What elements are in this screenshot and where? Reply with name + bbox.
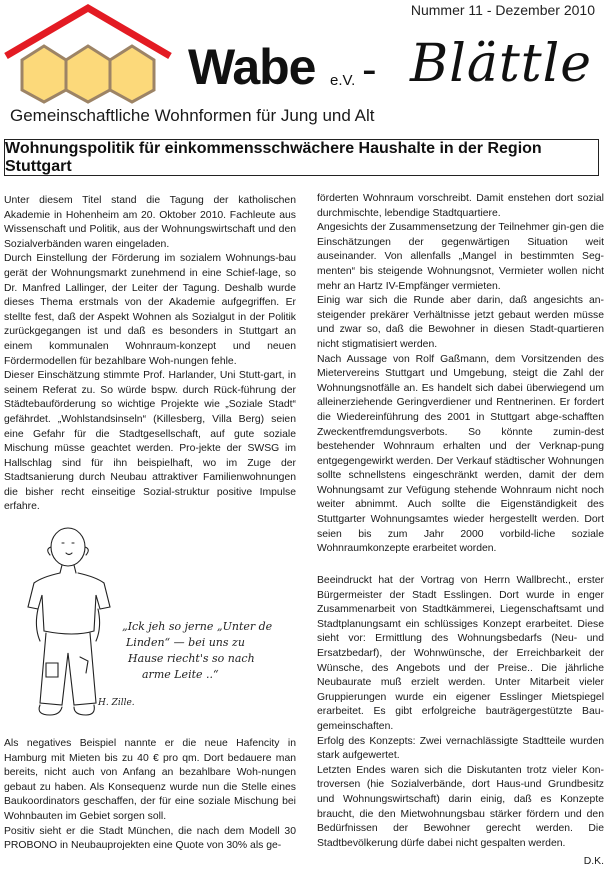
illustration-caption-line: arme Leite ..“ (142, 668, 219, 681)
column-right-bottom (317, 574, 604, 870)
illustration-signature: H. Zille. (98, 698, 135, 708)
boy-shirt (28, 573, 110, 634)
paragraph: Letzten Endes waren sich die Diskutanten trotz vieler Kon-troversen (hie Sozialverbände, dort Haus-und Grundbesitz und Wohnungswirtschaft) darin einig, daß es Konzepte braucht, die den Mietwohnungsbau stärker fördern und den Bedürfnissen der Bewohner gerecht werden. Die Stadtbevölkerung dürfe dabei nicht gespalten werden. (317, 764, 604, 849)
issue-number: Nummer 11 - Dezember 2010 (410, 2, 595, 18)
paragraph: Positiv sieht er die Stadt München, die nach dem Modell 30 PROBONO in Neubauprojekten eine Quote von 30% als ge- (4, 825, 296, 852)
illustration-caption-line: Linden“ — bei uns zu (126, 636, 245, 649)
brand-suffix: e.V. (330, 72, 356, 89)
honeycomb-cell (110, 46, 154, 102)
newsletter-title: Blättle (410, 34, 593, 94)
column-right-top (317, 192, 604, 557)
illustration-caption-line: Hause riecht's so nach (128, 652, 255, 665)
boy-head (51, 528, 85, 566)
boy-trousers (40, 633, 96, 705)
honeycomb-cell (66, 46, 110, 102)
paragraph: förderten Wohnraum vorschreibt. Damit enstehen dort sozial durchmischte, lebendige Stadtquartiere. (317, 193, 604, 219)
tagline: Gemeinschaftliche Wohnformen für Jung und Alt (10, 106, 375, 125)
illustration-caption-line: „Ick jeh so jerne „Unter de (122, 620, 273, 633)
paragraph: Unter diesem Titel stand die Tagung der katholischen Akademie in Hohenheim am 20. Oktober 2010. Fachleute aus Wissenschaft und Politik, aus der Wohnungswirtschaft und den Sozialverbänden waren eingeladen. (4, 195, 296, 250)
author-signature: D.K. (583, 856, 604, 868)
honeycomb-cell (22, 46, 66, 102)
paragraph: Beeindruckt hat der Vortrag von Herrn Wallbrecht., erster Bürgermeister der Stadt Esslingen. Dort wurde in enger Zusammenarbeit von Stadtkämmerei, Liegenschaftsamt und Stadtplanungsamt ein schlüssiges Konzept erarbeitet. Diese sieht vor: Ermittlung des Wohnungsbedarfs (Neu- und Ersatzbedarf), der Wohnwünsche, der Erreichbarkeit der Wünsche, des Angebots und der Preise.. Die jährliche Neubaurate muß erzielt werden. Unter Mitarbeit vieler Gruppierungen wurde ein eigener Esslinger Mietspiegel erarbeitet. Es gibt erfolgreiche bauträgergestützte Bau-gemeinschaften. (317, 575, 604, 732)
paragraph: Durch Einstellung der Förderung im sozialem Wohnungs-bau gerät der Wohnungsmarkt zunehmend in eine Schief-lage, so Dr. Manfred Lallinger, der Leiter der Tagung. Deshalb wurde dieses Thema erstmals von der Akademie aufgegriffen. Er stellte fest, daß der Aspekt Wohnen als Sozialgut in der Politik zurückgegangen ist und daß es besonders in Stuttgart an einem kommunalen Wohnraum-konzept und neuen Fördermodellen für bezahlbare Woh-nungen fehle. (4, 253, 296, 367)
paragraph: Dieser Einschätzung stimmte Prof. Harlander, Uni Stutt-gart, in seinem Referat zu. So würde bspw. durch Rück-führung der Städtebauförderung so wichtige Projekte wie „Soziale Stadt“ gefährdet. „Wohlstandsinseln“ (Killesberg, Villa Berg) seien eine Gefahr für die Stadtgesellschaft, auf gute soziale Mischung müsse geachtet werden. Pro-jekte der SWSG im Hallschlag sind für ihn beispielhaft, wo im Zuge der Stadtsanierung durch Neubau attraktiver Familienwohnungen die bisher recht einseitige Sozial-struktur positive Impulse erfahre. (4, 370, 296, 513)
brand-dash: - (362, 45, 377, 94)
column-left-top (4, 194, 296, 515)
boy-face (62, 543, 74, 555)
zille-illustration (10, 525, 300, 725)
paragraph: Nach Aussage von Rolf Gaßmann, dem Vorsitzenden des Mietervereins Stuttgart und Umgebung, steigt die Zahl der Wohnungsnotfälle an. Es handelt sich dabei überwiegend um alleinerziehende Geringverdiener und Rentnerinen. Er fordert die Wiedereinführung des 2001 in Stuttgart abge-schafften Zweckentfremdungsverbots. So könnte zumin-dest bestehender Wohnraum erhalten und der Verknap-pung entgegengewirkt werden. Der Verkauf städtischer Wohnungen sollte schnellstens eingeschränkt werden, damit der dem Wohnungsamt zur Vefügung stehende Wohnraum nicht noch weiter abnimmt. Auch sollte die Eigenständigkeit des Stuttgarter Wohnungsamtes wieder hergestellt werden. Dort seien bis zum Jahr 2000 vorbild-liche soziale Wohnraumkonzepte erarbeitet worden. (317, 353, 604, 555)
paragraph: Erfolg des Konzepts: Zwei vernachlässigte Stadtteile wurden stark aufgewertet. (317, 735, 604, 762)
paragraph: Als negatives Beispiel nannte er die neue Hafencity in Hamburg mit Mieten bis zu 40 € pro qm. Dort bedauere man bereits, nicht auch von Anfang an bezahlbare Woh-nungen gebaut zu haben. Als Konsequenz wurde nun die Stelle eines Baukoordinators geschaffen, der für eine soziale Mischung bei Wohnbauten im Gebiet sorgen soll. (4, 738, 296, 822)
paragraph: Einig war sich die Runde aber darin, daß angesichts an-steigender prekärer Verhältnisse jetzt gebaut werden müsse und zwar so, daß die Bewohner in diesen Stadt-quartieren nicht stigmatisiert werden. (317, 295, 604, 350)
brand-name: Wabe (188, 39, 316, 95)
house-honeycomb-logo-icon (0, 0, 200, 110)
column-left-bottom (4, 737, 296, 854)
boy-feet (39, 705, 94, 715)
article-headline: Wohnungspolitik für einkommensschwächere Haushalte in der Region Stuttgart (5, 139, 542, 175)
headline-box (4, 139, 599, 176)
paragraph: Angesichts der Zusammensetzung der Teilnehmer gin-gen die Einschätzungen der gegenwärtigen Situation weit auseinander. Von allenfalls „Mangel in bestimmten Seg-menten“ bis steigende Wohnungsnot, Vermieter wollen nicht mehr an Hartz IV-Empfänger vermieten. (317, 222, 604, 292)
